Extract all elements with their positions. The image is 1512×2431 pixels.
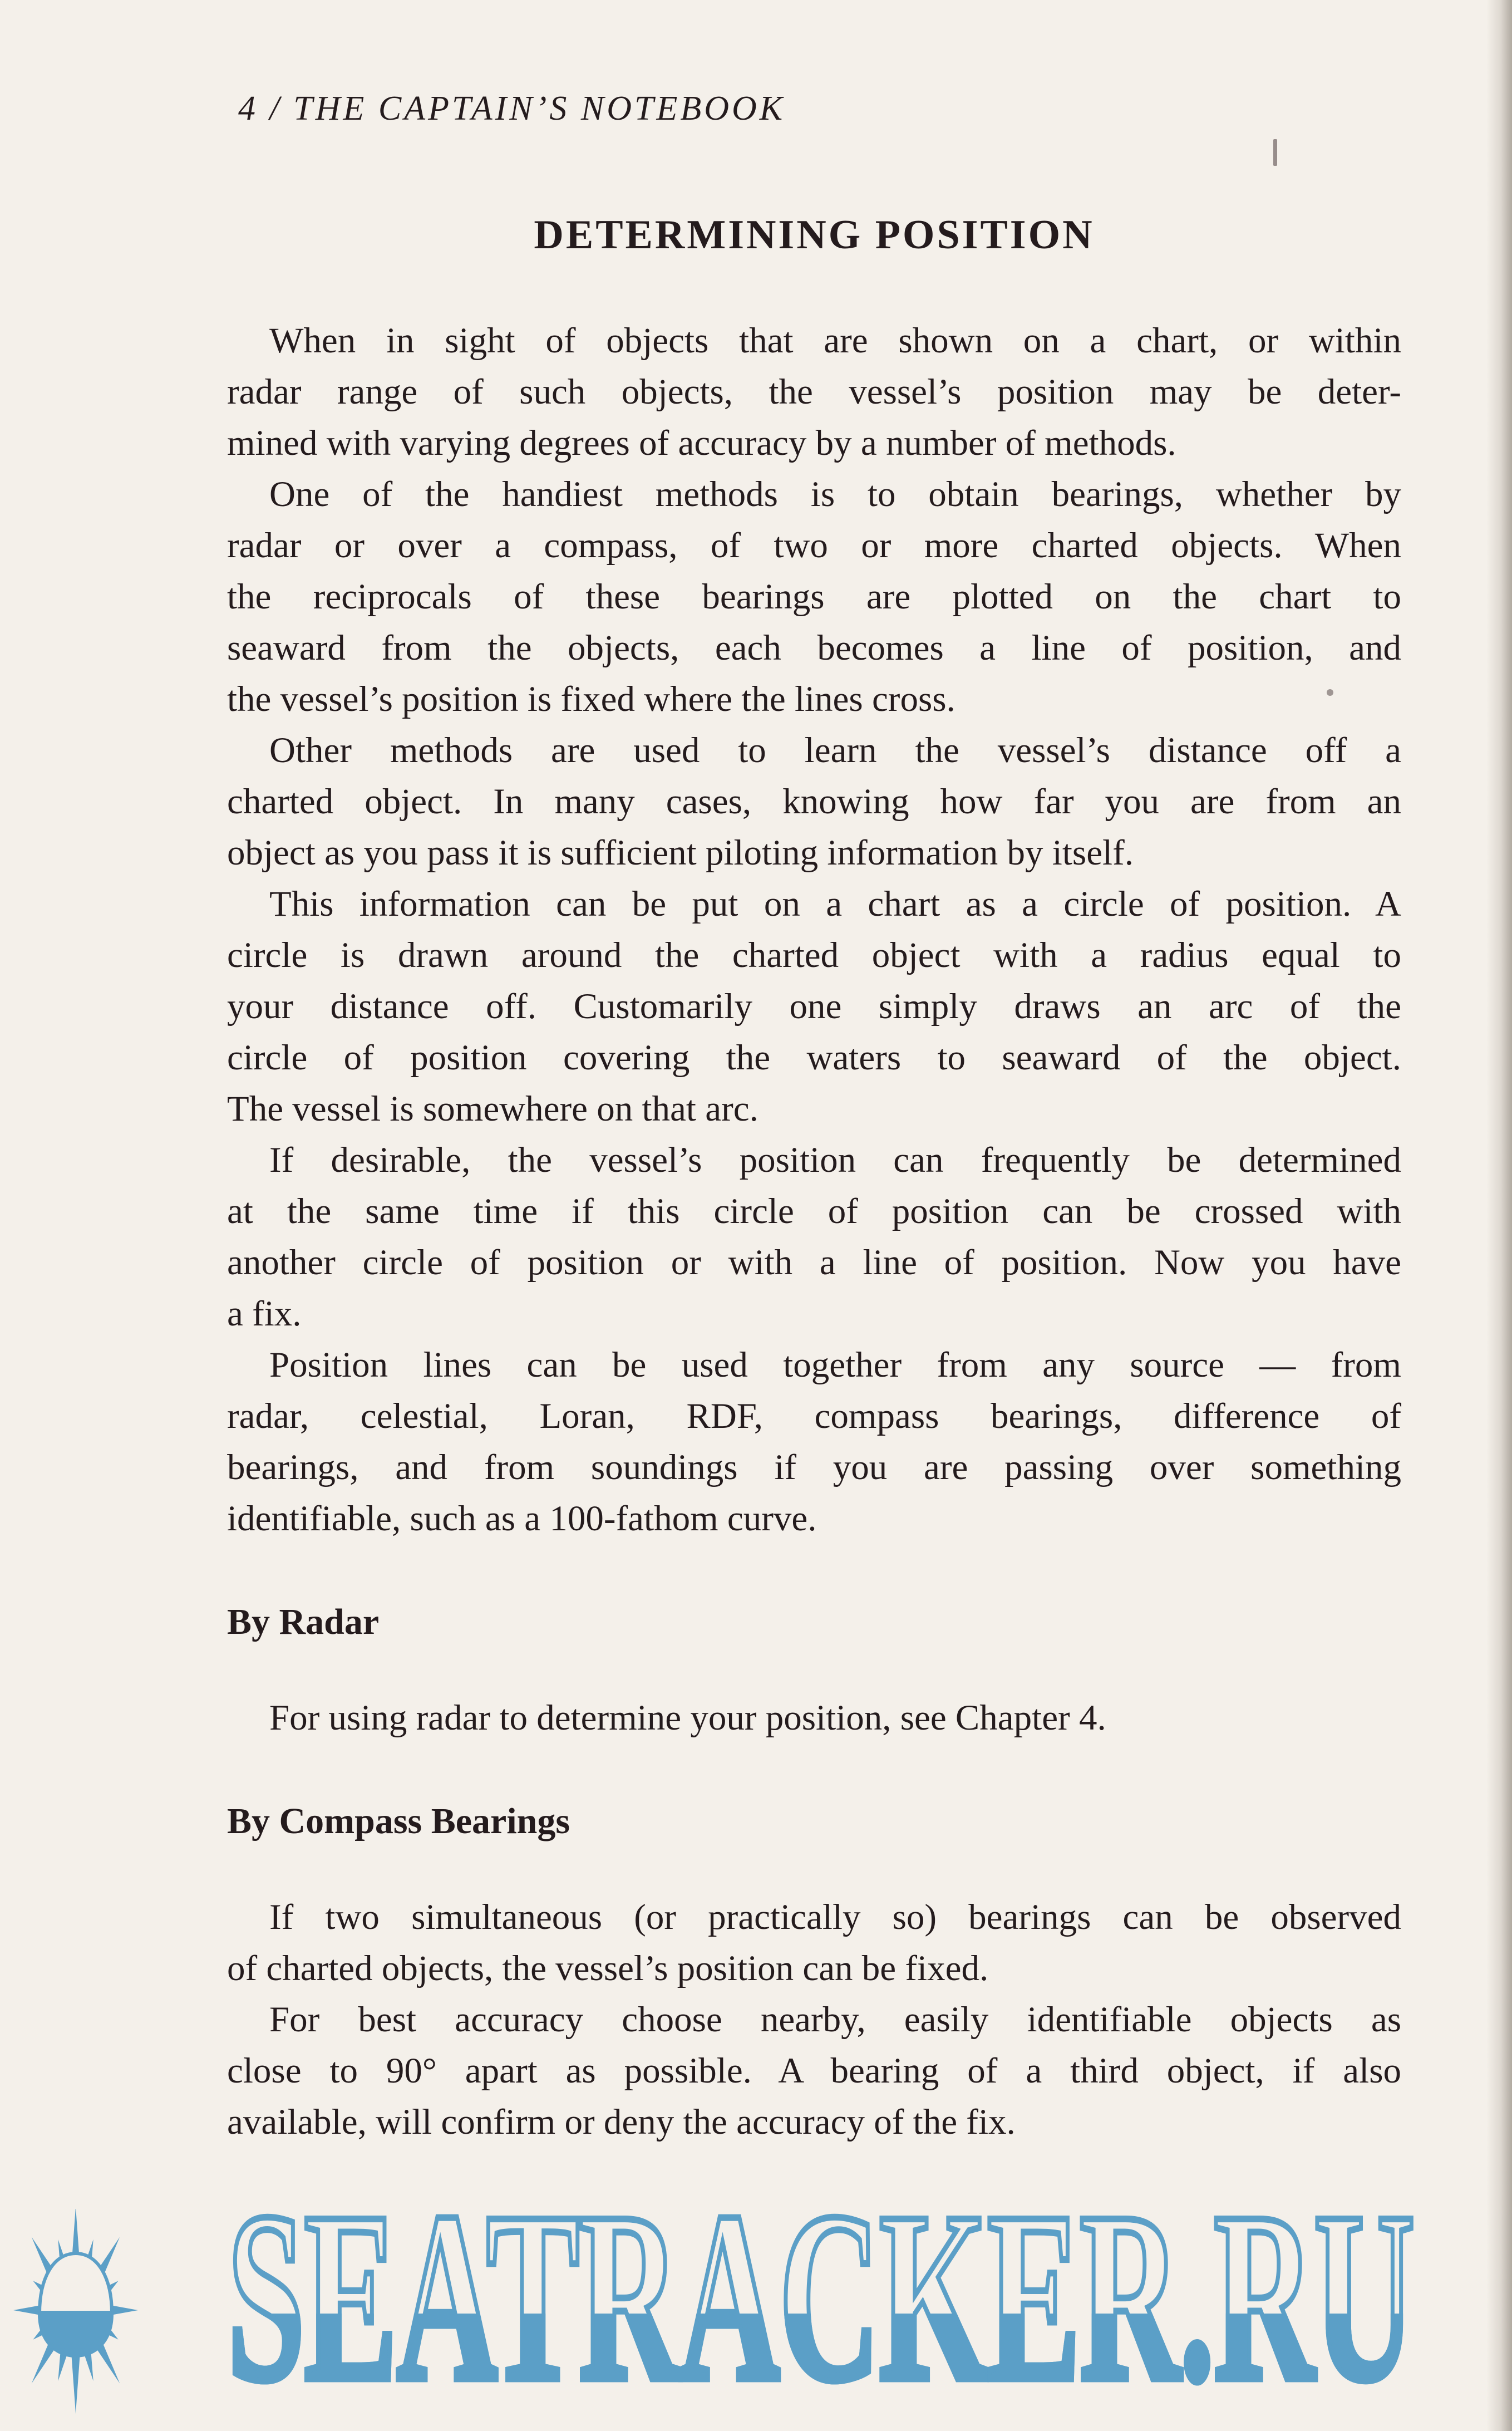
section-heading: By Compass Bearings: [227, 1801, 570, 1841]
text-line: identifiable, such as a 100-fathom curve.: [227, 1499, 817, 1539]
watermark-text: SEATRACKER.RU: [227, 2160, 1414, 2431]
text-line: a fix.: [227, 1294, 302, 1334]
text-line: your distance off. Customarily one simply draws an arc of the: [227, 986, 1401, 1027]
text-line: radar, celestial, Loran, RDF, compass bearings, difference of: [227, 1396, 1401, 1436]
text-line: This information can be put on a chart as a circle of position. A: [269, 884, 1401, 924]
text-line: bearings, and from soundings if you are passing over something: [227, 1447, 1401, 1487]
paragraph: [227, 315, 1401, 469]
paragraph: [227, 1892, 1401, 1994]
paragraph: [227, 1994, 1401, 2148]
scan-speck: [1273, 139, 1277, 166]
text-block: [227, 210, 1401, 2148]
paragraph: [227, 1339, 1401, 1544]
text-line: charted object. In many cases, knowing how far you are from an: [227, 782, 1401, 822]
text-line: For best accuracy choose nearby, easily identifiable objects as: [269, 2000, 1401, 2040]
text-line: of charted objects, the vessel’s position can be fixed.: [227, 1948, 989, 1988]
body-text: [227, 315, 1401, 2148]
paragraph: [227, 469, 1401, 725]
text-line: close to 90° apart as possible. A bearing of a third object, if also: [227, 2051, 1401, 2091]
text-line: For using radar to determine your position, see Chapter 4.: [269, 1698, 1106, 1738]
text-line: the vessel’s position is fixed where the lines cross.: [227, 679, 956, 719]
paragraph: [227, 1692, 1401, 1744]
page-title: DETERMINING POSITION: [534, 212, 1095, 258]
text-line: When in sight of objects that are shown on a chart, or within: [269, 321, 1401, 361]
text-line: circle of position covering the waters to seaward of the object.: [227, 1038, 1401, 1078]
text-line: If desirable, the vessel’s position can frequently be determined: [269, 1140, 1401, 1180]
text-line: the reciprocals of these bearings are plotted on the chart to: [227, 577, 1401, 617]
paragraph: [227, 725, 1401, 878]
text-line: Position lines can be used together from any source — from: [269, 1345, 1401, 1385]
paragraph: [227, 878, 1401, 1135]
running-head: 4 / THE CAPTAIN’S NOTEBOOK: [238, 90, 786, 127]
sun-icon: [11, 2209, 140, 2420]
paragraph: [227, 1135, 1401, 1339]
scan-speck: [1327, 689, 1333, 696]
text-line: object as you pass it is sufficient piloting information by itself.: [227, 833, 1134, 873]
text-line: mined with varying degrees of accuracy by a number of methods.: [227, 423, 1176, 463]
page-edge-shadow: [1486, 0, 1512, 2431]
text-line: another circle of position or with a line of position. Now you have: [227, 1242, 1401, 1283]
text-line: One of the handiest methods is to obtain bearings, whether by: [269, 474, 1401, 514]
text-line: at the same time if this circle of position can be crossed with: [227, 1191, 1401, 1231]
text-line: Other methods are used to learn the vessel’s distance off a: [269, 730, 1401, 770]
text-line: The vessel is somewhere on that arc.: [227, 1089, 759, 1129]
text-line: seaward from the objects, each becomes a line of position, and: [227, 628, 1401, 668]
text-line: circle is drawn around the charted object with a radius equal to: [227, 935, 1401, 975]
text-line: available, will confirm or deny the accuracy of the fix.: [227, 2102, 1016, 2142]
section-heading: By Radar: [227, 1602, 380, 1642]
text-line: radar range of such objects, the vessel’s position may be deter-: [227, 372, 1401, 412]
text-line: If two simultaneous (or practically so) bearings can be observed: [269, 1897, 1401, 1937]
text-line: radar or over a compass, of two or more charted objects. When: [227, 526, 1401, 566]
